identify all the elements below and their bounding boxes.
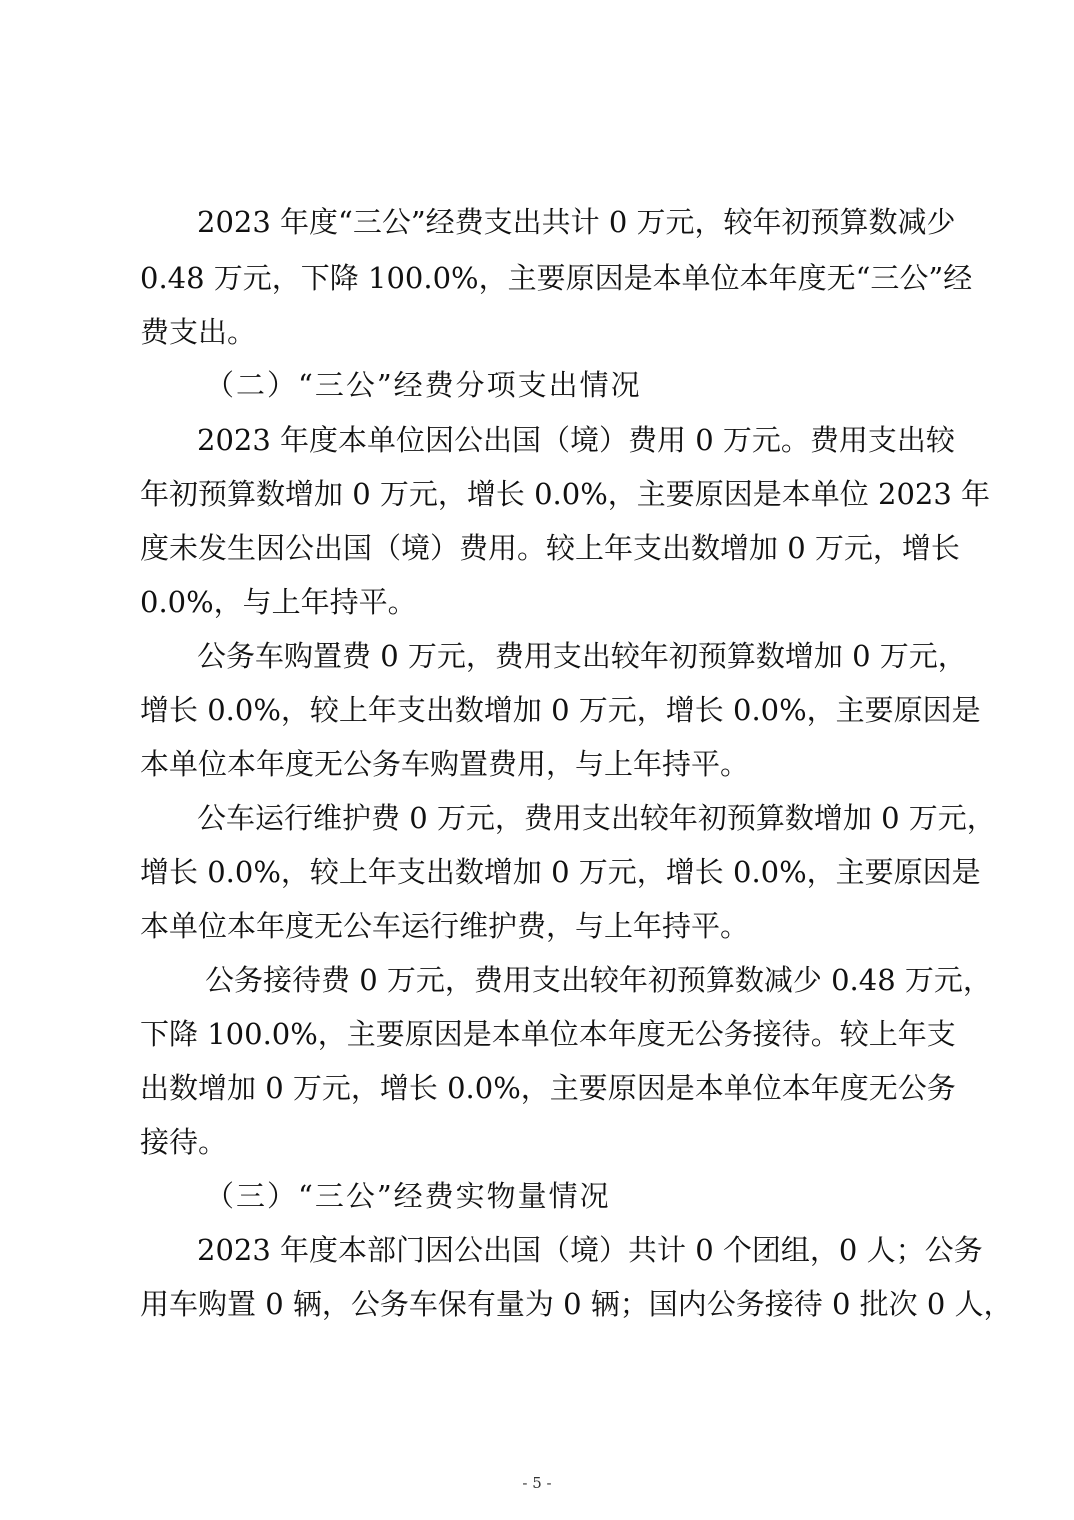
paragraph-8-line-1: 2023 年度本部门因公出国（境）共计 0 个团组，0 人；公务 (197, 1233, 983, 1267)
section-heading-2: （二）“三公”经费分项支出情况 (205, 368, 642, 402)
paragraph-4-line-1: 公务车购置费 0 万元，费用支出较年初预算数增加 0 万元， (197, 639, 967, 673)
paragraph-6-line-1: 公务接待费 0 万元，费用支出较年初预算数减少 0.48 万元， (205, 963, 992, 997)
paragraph-6-line-4: 接待。 (140, 1125, 228, 1159)
paragraph-6-line-2: 下降 100.0%，主要原因是本单位本年度无公务接待。较上年支 (140, 1017, 956, 1051)
paragraph-1-line-2: 0.48 万元，下降 100.0%，主要原因是本单位本年度无“三公”经 (140, 261, 973, 295)
page-number: - 5 - (522, 1474, 552, 1492)
paragraph-5-line-2: 增长 0.0%，较上年支出数增加 0 万元，增长 0.0%，主要原因是 (140, 855, 981, 889)
paragraph-3-line-1: 2023 年度本单位因公出国（境）费用 0 万元。费用支出较 (197, 423, 955, 457)
paragraph-5-line-3: 本单位本年度无公车运行维护费，与上年持平。 (140, 909, 750, 943)
paragraph-4-line-2: 增长 0.0%，较上年支出数增加 0 万元，增长 0.0%，主要原因是 (140, 693, 981, 727)
paragraph-1-line-1: 2023 年度“三公”经费支出共计 0 万元，较年初预算数减少 (197, 205, 956, 239)
paragraph-3-line-2: 年初预算数增加 0 万元，增长 0.0%，主要原因是本单位 2023 年 (140, 477, 991, 511)
paragraph-5-line-1: 公车运行维护费 0 万元，费用支出较年初预算数增加 0 万元， (197, 801, 996, 835)
paragraph-6-line-3: 出数增加 0 万元，增长 0.0%，主要原因是本单位本年度无公务 (140, 1071, 956, 1105)
paragraph-8-line-2: 用车购置 0 辆，公务车保有量为 0 辆；国内公务接待 0 批次 0 人， (140, 1287, 1013, 1321)
section-heading-3: （三）“三公”经费实物量情况 (205, 1179, 611, 1213)
paragraph-1-line-3: 费支出。 (140, 315, 257, 349)
paragraph-4-line-3: 本单位本年度无公务车购置费用，与上年持平。 (140, 747, 750, 781)
paragraph-3-line-4: 0.0%，与上年持平。 (140, 585, 417, 619)
paragraph-3-line-3: 度未发生因公出国（境）费用。较上年支出数增加 0 万元，增长 (140, 531, 960, 565)
